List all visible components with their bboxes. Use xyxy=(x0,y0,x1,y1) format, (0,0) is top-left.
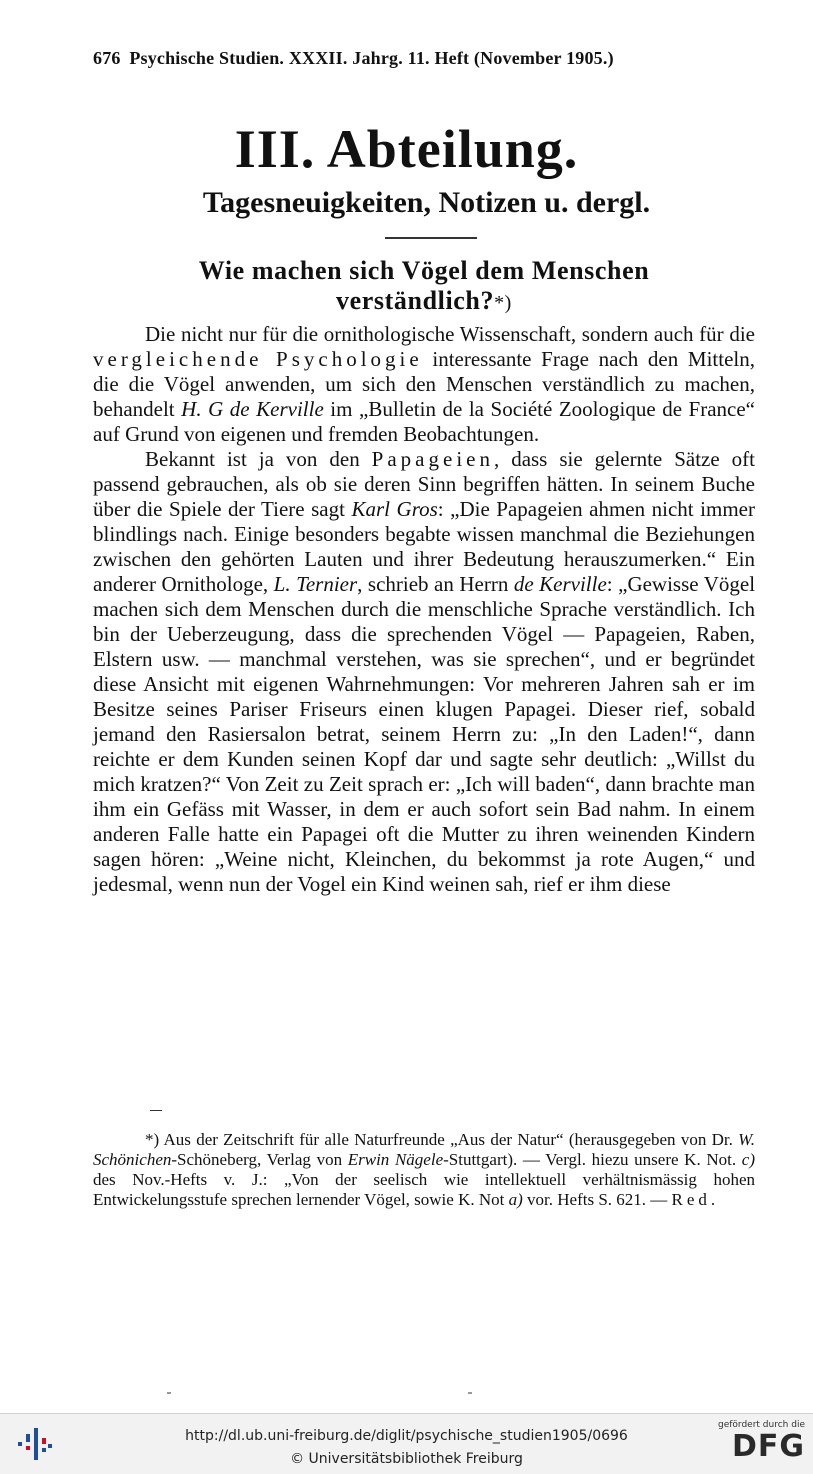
page-number: 676 xyxy=(93,48,121,68)
fn-text-e: -Stuttgart). — Vergl. hiezu unsere K. Not. xyxy=(443,1150,742,1169)
p2-author-kerville: de Kerville xyxy=(513,572,607,596)
fn-text-c: -Schöneberg, Verlag von xyxy=(171,1150,348,1169)
scan-mark xyxy=(167,1392,171,1394)
footnote xyxy=(93,1130,755,1210)
fn-ref-c: c) xyxy=(741,1150,755,1169)
footnote-text xyxy=(93,1130,755,1210)
p2-text-i: : „Gewisse Vögel machen sich dem Menschen durch die menschliche Sprache verständlich. Ich bin der Ueberzeugung, dass die sprechenden Vögel — Papageien, Raben, Elstern usw. — manchmal verstehen, was sie sprechen“, und er begründet diese Ansicht mit eigenen Wahrnehmungen: Vor mehreren Jahren sah er im Besitze seines Pariser Friseurs einen klugen Papagei. Dieser rief, sobald jemand den Rasiersalon betrat, seinem Herrn zu: „In den Laden!“, dann reichte er dem Kunden seinen Kopf dar und sagte sehr deutlich: „Willst du mich kratzen?“ Von Zeit zu Zeit sprach er: „Ich will baden“, dann brachte man ihm ein Gefäss mit Wasser, in dem er auch sofort sein Bad nahm. In einem anderen Falle hatte ein Papagei oft die Mutter zu ihren weinenden Kindern sagen hören: „Weine nicht, Kleinchen, du bekommst ja rote Augen,“ und jedesmal, wenn nun der Vogel ein Kind weinen sah, rief er ihm diese xyxy=(93,572,756,896)
dfg-logo: DFG xyxy=(731,1429,805,1464)
fn-name-naegele: Erwin Nägele xyxy=(347,1150,444,1169)
p2-spaced-term: Papageien xyxy=(371,447,494,471)
article-title-line-1: Wie machen sich Vögel dem Menschen xyxy=(198,256,650,285)
p1-author-name: H. G de Kerville xyxy=(181,397,324,421)
copyright-notice: © Universitätsbibliothek Freiburg xyxy=(290,1451,523,1467)
footnote-marker: *) xyxy=(494,292,512,314)
paragraph-2 xyxy=(93,447,755,897)
article-title-line-2-text: verständlich? xyxy=(336,286,495,315)
article-title-line-2 xyxy=(93,286,755,318)
article-body xyxy=(93,322,755,897)
p2-text-c: , dass sie gelernte Sätze oft passend gebrauchen, als ob sie deren Sinn begriffen hätten. In seinem Buche über die Spiele der Tiere sagt xyxy=(93,447,755,521)
dfg-badge xyxy=(715,1420,805,1470)
viewer-footer xyxy=(0,1413,813,1474)
fn-text-i: vor. Hefts S. 621. — xyxy=(522,1190,672,1209)
dfg-caption: gefördert durch die xyxy=(718,1420,805,1430)
fn-text-a: *) Aus der Zeitschrift für alle Naturfreunde „Aus der Natur“ (herausgegeben von Dr. xyxy=(145,1130,739,1149)
p1-text-c: interessante Frage nach den Mitteln, die die Vögel anwenden, um sich den Menschen verständlich zu machen, behandelt xyxy=(93,347,755,421)
permalink-url[interactable]: http://dl.ub.uni-freiburg.de/diglit/psychische_studien1905/0696 xyxy=(185,1428,628,1444)
p2-author-gros: Karl Gros xyxy=(351,497,438,521)
p2-text-a: Bekannt ist ja von den xyxy=(145,447,372,471)
p1-text-a: Die nicht nur für die ornithologische Wissenschaft, sondern auch für die xyxy=(145,322,755,346)
section-subtitle: Tagesneuigkeiten, Notizen u. dergl. xyxy=(202,186,651,219)
fn-name-schoenichen: W. Schönichen xyxy=(93,1130,755,1169)
fn-text-g: des Nov.-Hefts v. J.: „Von der seelisch wie intellektuell verhältnismässig hohen Entwickelungsstufe sprechen lernender Vögel, sowie K. Not xyxy=(93,1170,755,1209)
p2-text-e: : „Die Papageien ahmen nicht immer blindlings nach. Einige besonders begabte wissen manchmal die Beziehungen zwischen den gehörten Lauten und ihrer Bedeutung herauszumerken.“ Ein anderer Ornithologe, xyxy=(93,497,755,596)
paragraph-1 xyxy=(93,322,755,447)
scan-mark xyxy=(468,1392,472,1394)
section-title: III. Abteilung. xyxy=(234,119,579,179)
fn-red: Red. xyxy=(671,1190,720,1209)
p2-text-g: , schrieb an Herrn xyxy=(357,572,514,596)
p1-text-e: im „Bulletin de la Société Zoologique de France“ auf Grund von eigenen und fremden Beobachtungen. xyxy=(93,397,755,446)
footnote-rule xyxy=(150,1110,162,1112)
p1-spaced-term: vergleichende Psychologie xyxy=(93,347,423,371)
separator-rule xyxy=(385,237,477,241)
p2-author-ternier: L. Ternier xyxy=(273,572,358,596)
article-title xyxy=(93,256,755,318)
running-head xyxy=(93,48,755,69)
running-head-text: Psychische Studien. XXXII. Jahrg. 11. Heft (November 1905.) xyxy=(129,48,614,68)
fn-ref-a: a) xyxy=(508,1190,523,1209)
